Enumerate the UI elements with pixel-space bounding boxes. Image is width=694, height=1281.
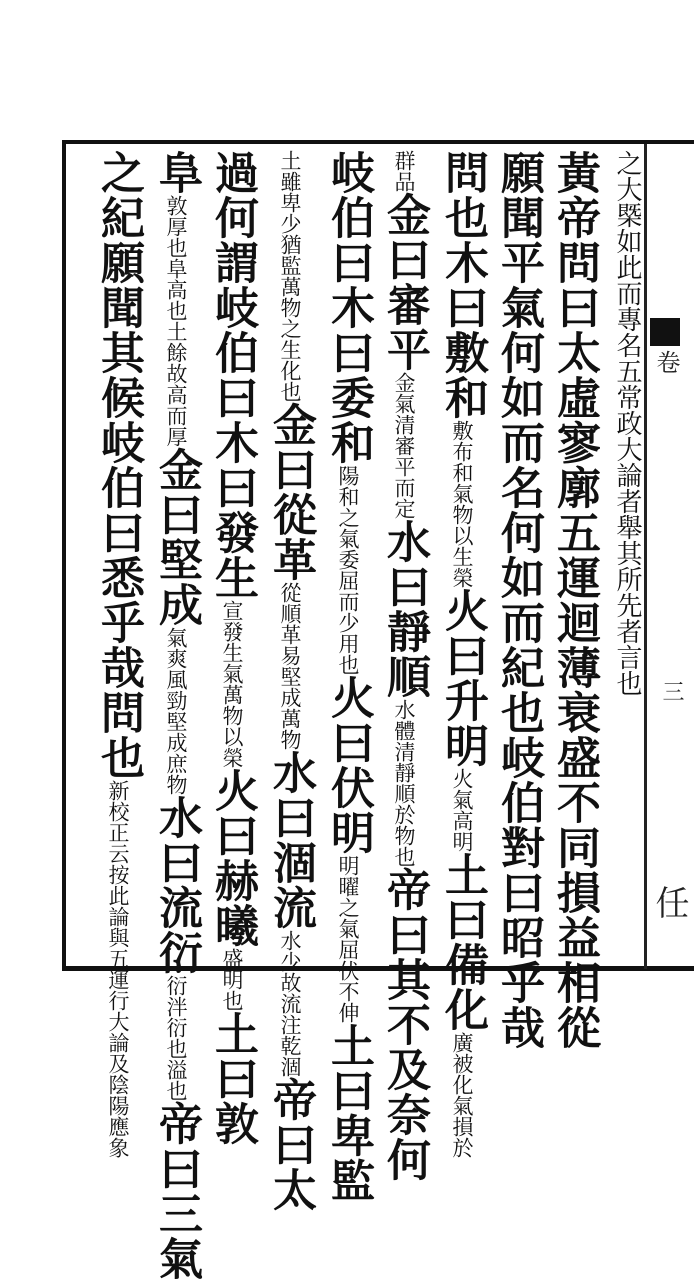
column-1-annotation-1: 之大槩如此而專名五常政大論者舉其所先者言也 — [612, 150, 642, 696]
column-4-main-text-2: 火曰升明 — [437, 588, 488, 768]
column-7-main-text-3: 帝曰太 — [265, 1077, 316, 1212]
column-9-main-text-1: 阜 — [151, 150, 202, 195]
column-9-annotation-1: 敦厚也阜高也土餘故高而厚 — [164, 195, 188, 447]
column-5-main-text-2: 水曰靜順 — [379, 519, 430, 699]
column-7-annotation-1: 土雖卑少猶監萬物之生化也 — [278, 150, 302, 402]
column-5-main-text-1: 金曰審平 — [379, 192, 430, 372]
fishtail-mark — [650, 318, 680, 346]
margin-edge-character: 任 — [649, 885, 689, 919]
column-9-main-text-4: 帝曰三氣 — [151, 1101, 202, 1281]
column-4-main-text-1: 問也木曰敷和 — [437, 150, 488, 420]
column-8-annotation-1: 宣發生氣萬物以榮 — [220, 600, 244, 768]
column-8-annotation-2: 盛明也 — [220, 948, 244, 1011]
column-3-main-text-1: 願聞平氣何如而名何如而紀也岐伯對曰昭乎哉 — [493, 150, 544, 1050]
column-4-annotation-3: 廣被化氣損於 — [450, 1032, 474, 1158]
text-column-6 — [318, 150, 374, 1203]
column-7-annotation-2: 從順革易堅成萬物 — [278, 582, 302, 750]
column-7-main-text-2: 水曰涸流 — [265, 750, 316, 930]
column-5-annotation-2: 金氣清審平而定 — [392, 372, 416, 519]
column-7-main-text-1: 金曰從革 — [265, 402, 316, 582]
column-10-main-text-1: 之紀願聞其候岐伯曰悉乎哉問也 — [93, 150, 144, 780]
column-2-main-text-1: 黃帝問曰太虛寥廓五運迴薄衰盛不同損益相從 — [549, 150, 600, 1050]
column-4-annotation-2: 火氣高明 — [450, 768, 474, 852]
text-column-3 — [488, 150, 544, 1050]
column-6-main-text-1: 岐伯曰木曰委和 — [323, 150, 374, 465]
column-9-annotation-3: 衍泮衍也溢也 — [164, 975, 188, 1101]
column-5-annotation-1: 群品 — [392, 150, 416, 192]
text-column-9 — [146, 150, 202, 1281]
column-6-main-text-2: 火曰伏明 — [323, 675, 374, 855]
column-8-main-text-1: 過何謂岐伯曰木曰發生 — [207, 150, 258, 600]
text-column-2 — [544, 150, 600, 1050]
frame-top-border — [66, 140, 694, 144]
column-5-main-text-3: 帝曰其不及奈何 — [379, 867, 430, 1182]
column-6-annotation-1: 陽和之氣委屈而少用也 — [336, 465, 360, 675]
margin-folio-number: 三 — [659, 680, 684, 702]
column-9-main-text-3: 水曰流衍 — [151, 795, 202, 975]
text-column-10 — [88, 150, 144, 1158]
text-column-8 — [202, 150, 258, 1146]
column-4-annotation-1: 敷布和氣物以生榮 — [450, 420, 474, 588]
column-6-annotation-2: 明曜之氣屈伏不伸 — [336, 855, 360, 1023]
column-7-annotation-3: 水少故流注乾涸 — [278, 930, 302, 1077]
column-8-main-text-2: 火曰赫曦 — [207, 768, 258, 948]
column-10-annotation-1: 新校正云按此論與五運行大論及陰陽應象 — [106, 780, 130, 1158]
text-column-7 — [260, 150, 316, 1212]
column-6-main-text-3: 土曰卑監 — [323, 1023, 374, 1203]
text-column-4 — [432, 150, 488, 1158]
column-9-main-text-2: 金曰堅成 — [151, 447, 202, 627]
center-fold-margin — [647, 144, 694, 966]
column-8-main-text-3: 土曰敦 — [207, 1011, 258, 1146]
text-column-5 — [374, 150, 430, 1182]
column-4-main-text-3: 土曰備化 — [437, 852, 488, 1032]
frame-left-border — [62, 140, 66, 970]
column-9-annotation-2: 氣爽風勁堅成庶物 — [164, 627, 188, 795]
margin-volume-mark: 卷 — [652, 350, 680, 374]
column-5-annotation-3: 水體清靜順於物也 — [392, 699, 416, 867]
text-column-1 — [596, 150, 640, 960]
